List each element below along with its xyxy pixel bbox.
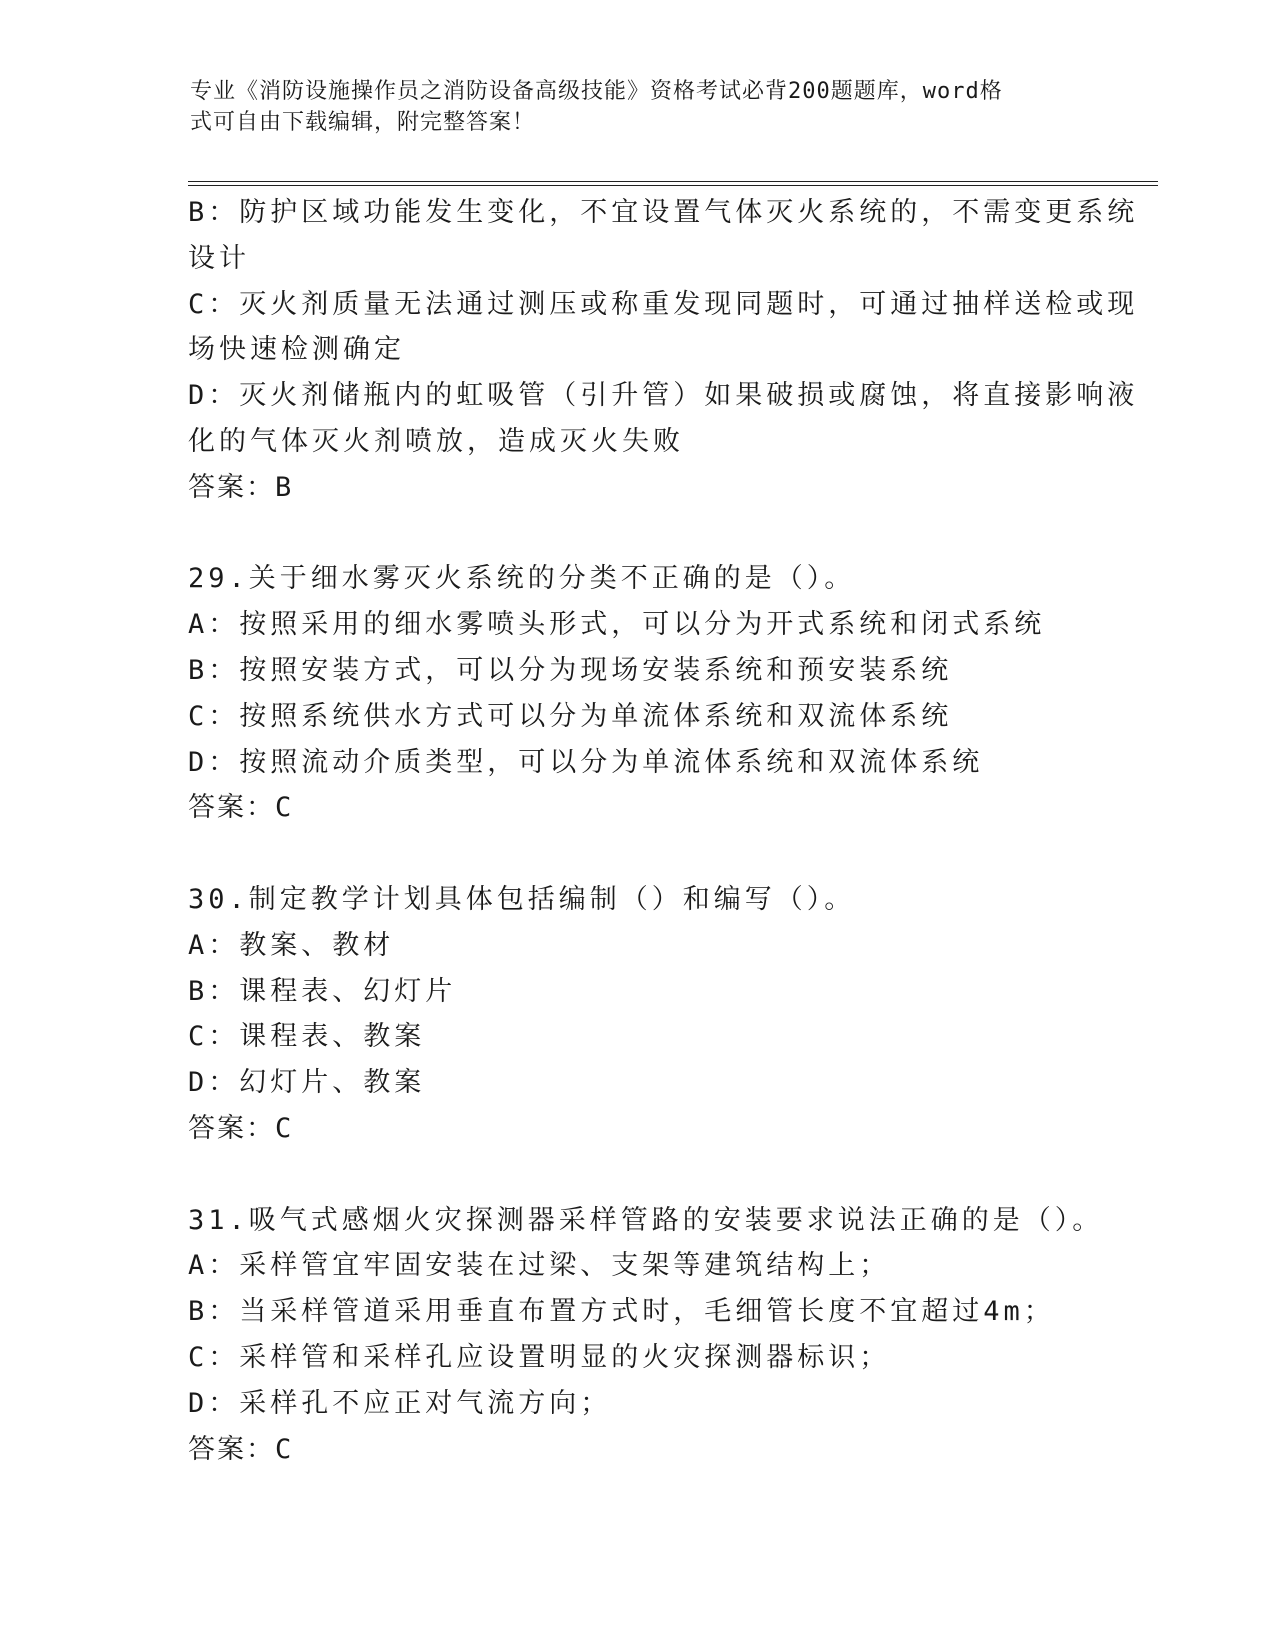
q28-option-b-line-1: B：防护区域功能发生变化，不宜设置气体灭火系统的，不需变更系统 bbox=[188, 197, 1139, 228]
header-divider-top bbox=[188, 181, 1158, 182]
question-28-fragment bbox=[188, 190, 1139, 511]
header-divider-bottom bbox=[188, 185, 1158, 186]
q30-option-b: B：课程表、幻灯片 bbox=[188, 975, 457, 1007]
q31-option-c: C：采样管和采样孔应设置明显的火灾探测器标识； bbox=[188, 1341, 891, 1373]
header-line-1: 专业《消防设施操作员之消防设备高级技能》资格考试必背200题题库，word格 bbox=[190, 79, 1003, 104]
q29-option-d: D：按照流动介质类型，可以分为单流体系统和双流体系统 bbox=[188, 746, 984, 778]
q29-answer: 答案：C bbox=[188, 792, 294, 824]
q30-answer: 答案：C bbox=[188, 1112, 294, 1144]
q31-answer: 答案：C bbox=[188, 1433, 294, 1465]
header-line-2: 式可自由下载编辑，附完整答案！ bbox=[190, 110, 536, 135]
question-30 bbox=[188, 877, 1088, 1152]
q31-option-a: A：采样管宜牢固安装在过梁、支架等建筑结构上； bbox=[188, 1250, 891, 1282]
question-29 bbox=[188, 556, 1088, 831]
q28-option-b-line-2: 设计 bbox=[188, 242, 250, 274]
q28-answer: 答案：B bbox=[188, 471, 294, 503]
spacer bbox=[188, 831, 1088, 877]
q30-stem: 30.制定教学计划具体包括编制（）和编写（）。 bbox=[188, 883, 856, 915]
q28-option-d-line-2: 化的气体灭火剂喷放，造成灭火失败 bbox=[188, 425, 684, 457]
q31-option-b: B：当采样管道采用垂直布置方式时，毛细管长度不宜超过4m； bbox=[188, 1296, 1055, 1328]
q31-option-d: D：采样孔不应正对气流方向； bbox=[188, 1387, 612, 1419]
q30-option-d: D：幻灯片、教案 bbox=[188, 1067, 426, 1099]
question-content bbox=[188, 190, 1139, 1472]
spacer bbox=[188, 511, 1088, 557]
q29-option-b: B：按照安装方式，可以分为现场安装系统和预安装系统 bbox=[188, 654, 953, 686]
q28-option-d-line-1: D：灭火剂储瓶内的虹吸管（引升管）如果破损或腐蚀，将直接影响液 bbox=[188, 380, 1139, 412]
q31-stem: 31.吸气式感烟火灾探测器采样管路的安装要求说法正确的是（）。 bbox=[188, 1204, 1104, 1236]
question-31 bbox=[188, 1198, 1104, 1473]
q29-stem: 29.关于细水雾灭火系统的分类不正确的是（）。 bbox=[188, 563, 856, 595]
q29-option-c: C：按照系统供水方式可以分为单流体系统和双流体系统 bbox=[188, 700, 953, 732]
q30-option-c: C：课程表、教案 bbox=[188, 1021, 426, 1053]
spacer bbox=[188, 1152, 1088, 1198]
q28-option-c-line-2: 场快速检测确定 bbox=[188, 334, 405, 366]
q30-option-a: A：教案、教材 bbox=[188, 929, 395, 961]
q28-option-c-line-1: C：灭火剂质量无法通过测压或称重发现同题时，可通过抽样送检或现 bbox=[188, 288, 1139, 320]
q29-option-a: A：按照采用的细水雾喷头形式，可以分为开式系统和闭式系统 bbox=[188, 609, 1046, 641]
document-header bbox=[190, 76, 1070, 138]
